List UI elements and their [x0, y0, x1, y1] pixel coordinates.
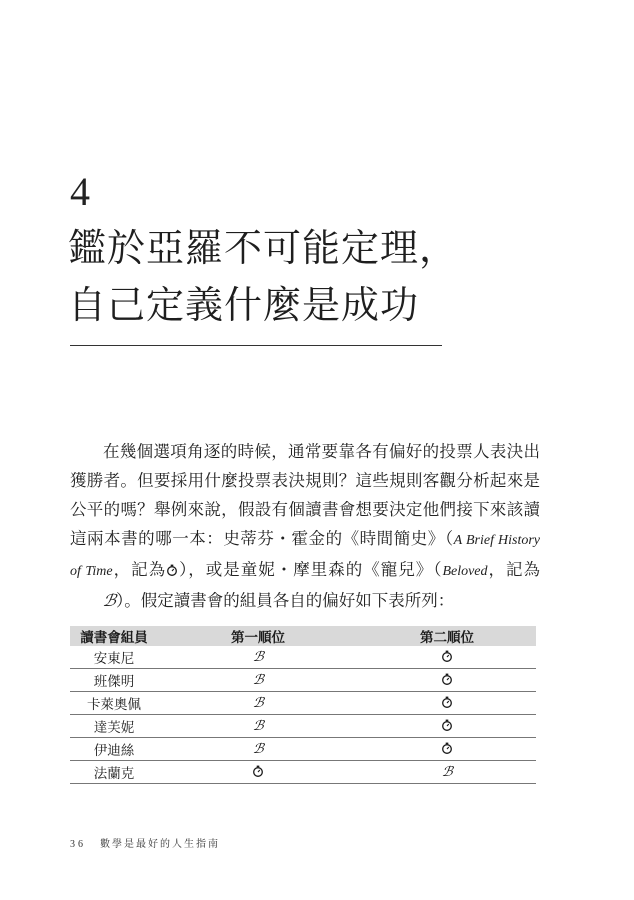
- member-name: 安東尼: [70, 646, 158, 669]
- book-title: 數學是最好的人生指南: [100, 839, 220, 850]
- stopwatch-icon: [441, 673, 453, 685]
- second-choice-cell: [358, 715, 536, 738]
- second-choice-cell: [358, 692, 536, 715]
- member-name: 班傑明: [70, 669, 158, 692]
- body-text-segment: ）。假定讀書會的組員各自的偏好如下表所列：: [115, 591, 455, 610]
- member-name: 卡萊奧佩: [70, 692, 158, 715]
- table-row: [70, 646, 536, 669]
- first-choice-cell: [158, 692, 358, 715]
- table-row: [70, 692, 536, 715]
- title-divider: [70, 345, 442, 346]
- beloved-symbol: ℬ: [251, 695, 265, 711]
- beloved-symbol: ℬ: [101, 591, 118, 610]
- stopwatch-icon: [166, 564, 178, 576]
- second-choice-cell: [358, 738, 536, 761]
- page-number: 36: [70, 839, 86, 850]
- stopwatch-icon: [441, 719, 453, 731]
- second-choice-cell: [358, 669, 536, 692]
- beloved-symbol: ℬ: [251, 741, 265, 757]
- first-choice-cell: [158, 738, 358, 761]
- first-choice-cell: [158, 715, 358, 738]
- body-paragraph: [70, 437, 540, 615]
- beloved-symbol: ℬ: [440, 764, 454, 780]
- stopwatch-icon: [252, 765, 264, 777]
- stopwatch-icon: [441, 696, 453, 708]
- body-text-segment: 在幾個選項角逐的時候，通常要靠各有偏好的投票人表決出獲勝者。但要採用什麼投票表決規則？這些規則客觀分析起來是公平的嗎？舉例來說，假設有個讀書會想要決定他們接下來該讀這兩本書的哪一本：史蒂芬・霍金的《時間簡史》（: [70, 442, 540, 548]
- beloved-symbol: ℬ: [251, 672, 265, 688]
- table-row: [70, 715, 536, 738]
- beloved-symbol: ℬ: [251, 649, 265, 665]
- beloved-symbol: ℬ: [251, 718, 265, 734]
- chapter-number: 4: [70, 169, 90, 214]
- table-row: [70, 669, 536, 692]
- body-text-segment: ），或是童妮・摩里森的《寵兒》（: [178, 560, 443, 579]
- chapter-title-line-2: 自己定義什麼是成功: [68, 283, 420, 327]
- body-text-segment: ，記為: [112, 560, 167, 579]
- chapter-title-line-1: 鑑於亞羅不可能定理，: [68, 226, 459, 270]
- header-first-choice: 第一順位: [231, 630, 285, 646]
- page-footer: [70, 835, 220, 850]
- first-choice-cell: [158, 761, 358, 784]
- member-name: 伊迪絲: [70, 738, 158, 761]
- first-choice-cell: [158, 669, 358, 692]
- member-name: 達芙妮: [70, 715, 158, 738]
- header-second-choice: 第二順位: [420, 630, 474, 646]
- second-choice-cell: [358, 646, 536, 669]
- preference-table: [70, 626, 536, 784]
- stopwatch-icon: [441, 742, 453, 754]
- second-choice-cell: [358, 761, 536, 784]
- latin-title-brief-history: A Brief History of Time: [70, 533, 541, 579]
- member-name: 法蘭克: [70, 761, 158, 784]
- table-row: [70, 761, 536, 784]
- table-header-row: [70, 626, 536, 646]
- header-member: 讀書會組員: [80, 630, 148, 646]
- body-text-segment: ，記為: [487, 560, 541, 579]
- first-choice-cell: [158, 646, 358, 669]
- stopwatch-icon: [441, 650, 453, 662]
- table-row: [70, 738, 536, 761]
- latin-title-beloved: Beloved: [442, 564, 488, 579]
